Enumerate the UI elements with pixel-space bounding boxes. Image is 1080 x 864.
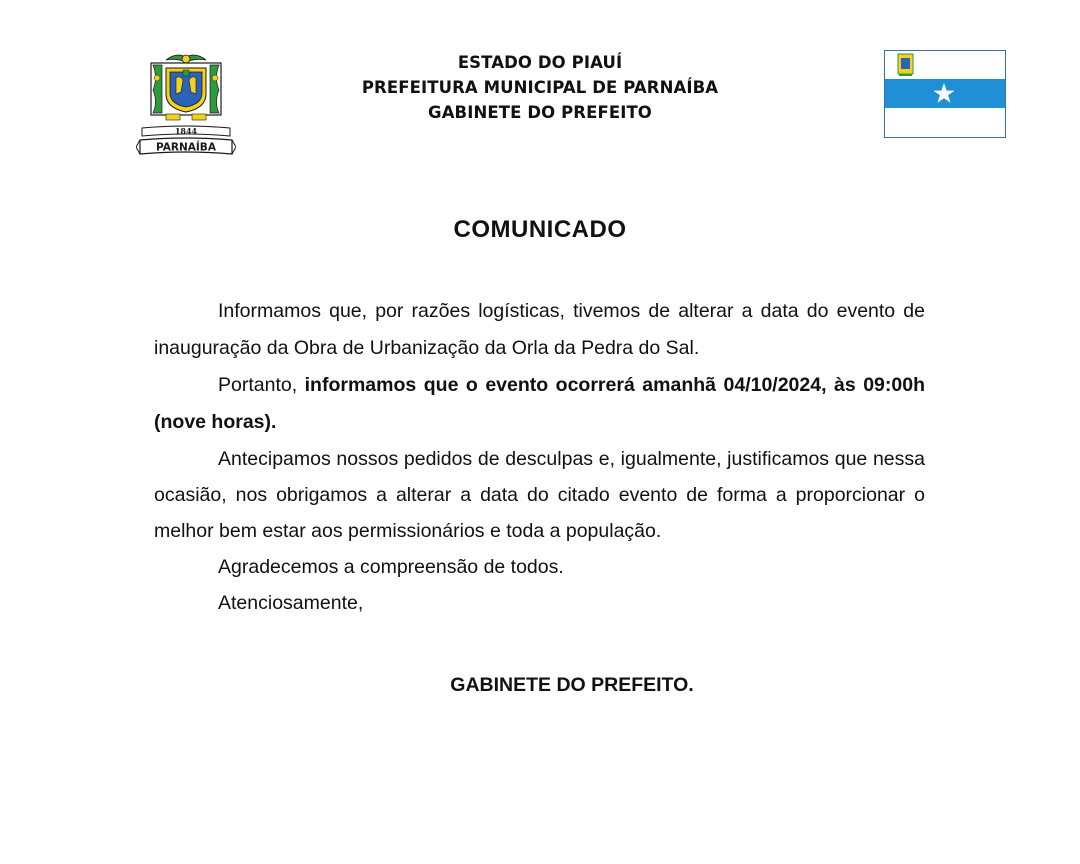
parnaiba-coat-of-arms (136, 48, 236, 160)
flag-image (884, 50, 1006, 138)
parnaiba-flag (884, 50, 1006, 138)
paragraph-closing: Atenciosamente, (218, 592, 364, 614)
document-body (154, 293, 925, 621)
header-prefecture: PREFEITURA MUNICIPAL DE PARNAÍBA (361, 78, 719, 97)
paragraph-new-date (154, 367, 925, 441)
signature-office: GABINETE DO PREFEITO. (450, 674, 694, 696)
coat-city-ribbon-text: PARNAÍBA (156, 141, 216, 154)
coat-year-text: 1844 (174, 126, 198, 136)
paragraph-event-date-change: Informamos que, por razões logísticas, tivemos de alterar a data do evento de inauguração da Obra de Urbanização da Orla da Pedra do Sal. (154, 300, 925, 359)
paragraph-thanks: Agradecemos a compreensão de todos. (218, 556, 564, 578)
paragraph-apology: Antecipamos nossos pedidos de desculpas e, igualmente, justificamos que nessa ocasião, nos obrigamos a alterar a data do citado evento de forma a proporcionar o melhor bem estar aos permissionários e toda a população. (154, 448, 925, 542)
document-title: COMUNICADO (453, 216, 627, 243)
document-header (300, 50, 780, 125)
header-state: ESTADO DO PIAUÍ (457, 53, 623, 72)
new-date-announcement: informamos que o evento ocorrerá amanhã 04/10/2024, às 09:00h (nove horas). (154, 374, 925, 433)
new-date-intro: Portanto, (218, 374, 305, 396)
header-office: GABINETE DO PREFEITO (428, 103, 652, 122)
coat-of-arms-emblem (136, 48, 236, 160)
